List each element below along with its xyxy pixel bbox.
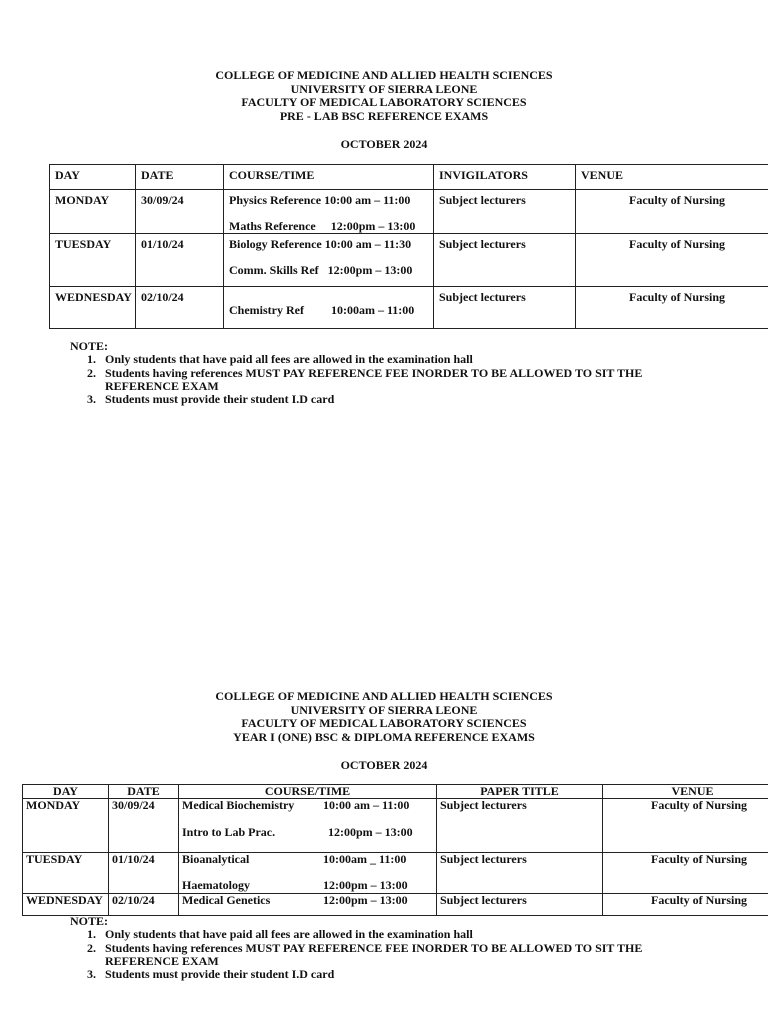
day-cell: WEDNESDAY — [50, 287, 136, 329]
schedule-table-1 — [49, 164, 768, 329]
venue-cell — [603, 853, 768, 894]
exam-title: YEAR I (ONE) BSC & DIPLOMA REFERENCE EXAMS — [233, 729, 535, 744]
course-line: Comm. Skills Ref 12:00pm – 13:00 — [229, 263, 413, 277]
course-cell — [224, 287, 434, 329]
table-row — [50, 190, 768, 234]
course-line: Bioanalytical 10:00am _ 11:00 — [182, 852, 407, 866]
notes-block-2 — [70, 915, 690, 981]
course-line: Chemistry Ref 10:00am – 11:00 — [229, 303, 415, 317]
header-block-1 — [0, 69, 768, 123]
course-cell — [179, 799, 437, 853]
note-item: 1. Only students that have paid all fees are allowed in the examination hall — [87, 927, 473, 942]
course-cell — [224, 234, 434, 287]
column-header: PAPER TITLE — [437, 785, 603, 799]
column-header: DAY — [23, 785, 109, 799]
date-cell: 30/09/24 — [136, 190, 224, 234]
schedule-table-2 — [22, 784, 768, 916]
university-title: UNIVERSITY OF SIERRA LEONE — [290, 81, 478, 96]
paper-title-cell: Subject lecturers — [437, 853, 603, 894]
venue-text: Faculty of Nursing — [629, 193, 725, 207]
college-title: COLLEGE OF MEDICINE AND ALLIED HEALTH SCIENCES — [215, 689, 553, 703]
venue-text: Faculty of Nursing — [651, 852, 747, 866]
header-block-2 — [0, 690, 768, 744]
date-cell: 30/09/24 — [109, 799, 179, 853]
table-header-row — [23, 785, 768, 799]
venue-cell — [576, 190, 768, 234]
venue-cell — [576, 234, 768, 287]
course-line: Intro to Lab Prac. 12:00pm – 13:00 — [182, 825, 413, 839]
note-item: 2. Students having references MUST PAY REFERENCE FEE INORDER TO BE ALLOWED TO SIT THE REFERENCE EXAM — [87, 940, 643, 968]
column-header: DATE — [109, 785, 179, 799]
course-line: Haematology 12:00pm – 13:00 — [182, 878, 408, 892]
note-item: 1. Only students that have paid all fees are allowed in the examination hall — [87, 352, 473, 367]
column-header: VENUE — [603, 785, 768, 799]
course-cell — [224, 190, 434, 234]
notes-block-1 — [70, 340, 690, 406]
day-cell: MONDAY — [23, 799, 109, 853]
course-cell — [179, 853, 437, 894]
venue-text: Faculty of Nursing — [651, 893, 747, 907]
note-item: 3. Students must provide their student I.D card — [87, 967, 335, 982]
month-label: OCTOBER 2024 — [340, 758, 428, 772]
column-header: DAY — [50, 165, 136, 190]
month-label: OCTOBER 2024 — [340, 137, 428, 151]
column-header: VENUE — [576, 165, 768, 190]
invigilators-cell: Subject lecturers — [434, 190, 576, 234]
venue-cell — [576, 287, 768, 329]
day-cell: TUESDAY — [50, 234, 136, 287]
invigilators-cell: Subject lecturers — [434, 234, 576, 287]
column-header: COURSE/TIME — [179, 785, 437, 799]
column-header: DATE — [136, 165, 224, 190]
day-cell: TUESDAY — [23, 853, 109, 894]
course-line: Biology Reference 10:00 am – 11:30 — [229, 237, 412, 251]
course-line: Physics Reference 10:00 am – 11:00 — [229, 193, 411, 207]
venue-text: Faculty of Nursing — [651, 798, 747, 812]
note-title: NOTE: — [70, 339, 109, 353]
course-line: Medical Biochemistry 10:00 am – 11:00 — [182, 798, 410, 812]
faculty-title: FACULTY OF MEDICAL LABORATORY SCIENCES — [241, 95, 527, 109]
note-title: NOTE: — [70, 914, 109, 928]
table-row — [50, 287, 768, 329]
note-item: 2. Students having references MUST PAY REFERENCE FEE INORDER TO BE ALLOWED TO SIT THE REFERENCE EXAM — [87, 365, 643, 393]
day-cell: MONDAY — [50, 190, 136, 234]
table-row — [23, 894, 768, 916]
course-cell — [179, 894, 437, 916]
paper-title-cell: Subject lecturers — [437, 894, 603, 916]
table-row — [23, 799, 768, 853]
venue-text: Faculty of Nursing — [629, 237, 725, 251]
table-row — [23, 853, 768, 894]
column-header: INVIGILATORS — [434, 165, 576, 190]
exam-title: PRE - LAB BSC REFERENCE EXAMS — [279, 108, 489, 123]
date-cell: 02/10/24 — [136, 287, 224, 329]
venue-cell — [603, 894, 768, 916]
paper-title-cell: Subject lecturers — [437, 799, 603, 853]
venue-text: Faculty of Nursing — [629, 290, 725, 304]
date-cell: 02/10/24 — [109, 894, 179, 916]
university-title: UNIVERSITY OF SIERRA LEONE — [290, 702, 478, 717]
invigilators-cell: Subject lecturers — [434, 287, 576, 329]
faculty-title: FACULTY OF MEDICAL LABORATORY SCIENCES — [241, 716, 527, 730]
college-title: COLLEGE OF MEDICINE AND ALLIED HEALTH SCIENCES — [215, 68, 553, 82]
table-header-row — [50, 165, 768, 190]
course-line: Medical Genetics 12:00pm – 13:00 — [182, 893, 408, 907]
column-header: COURSE/TIME — [224, 165, 434, 190]
venue-cell — [603, 799, 768, 853]
date-cell: 01/10/24 — [109, 853, 179, 894]
table-row — [50, 234, 768, 287]
course-line: Maths Reference 12:00pm – 13:00 — [229, 219, 416, 233]
date-cell: 01/10/24 — [136, 234, 224, 287]
day-cell: WEDNESDAY — [23, 894, 109, 916]
note-item: 3. Students must provide their student I.D card — [87, 392, 335, 407]
